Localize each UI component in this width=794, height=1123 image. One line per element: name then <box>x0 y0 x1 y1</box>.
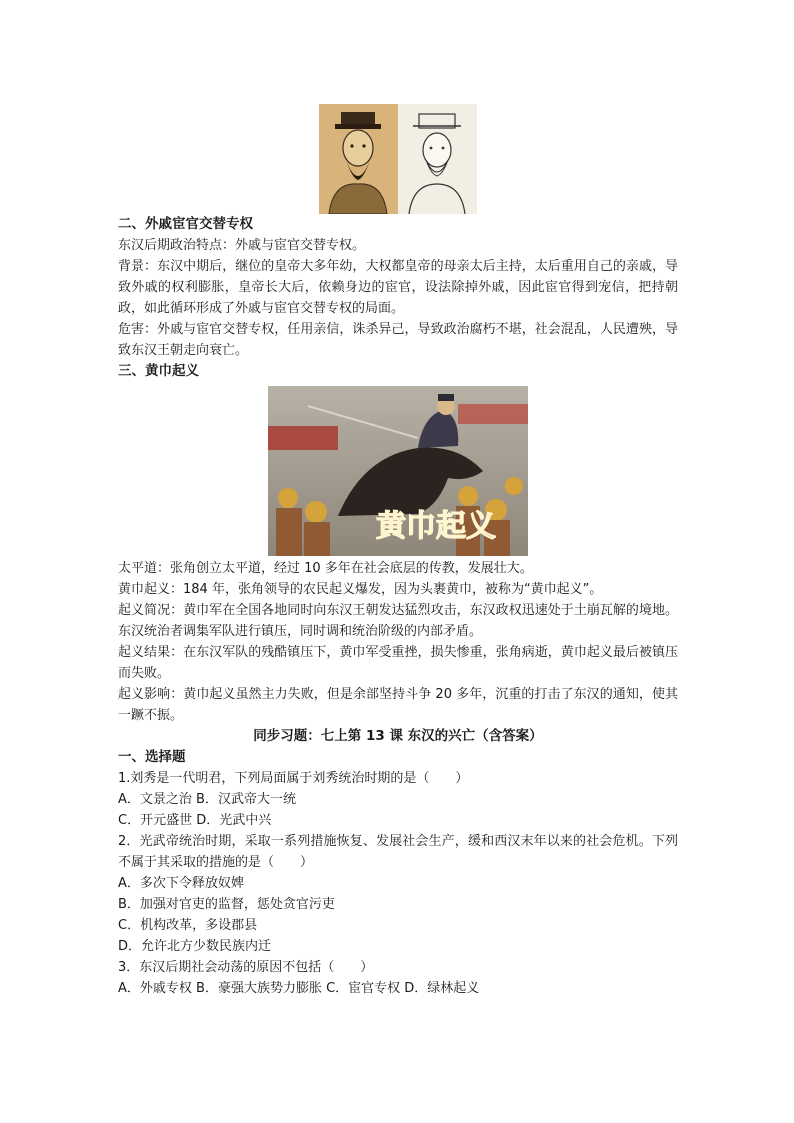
section3-line: 起义影响：黄巾起义虽然主力失败，但是余部坚持斗争 20 多年，沉重的打击了东汉的通知，使其一蹶不振。 <box>118 687 678 723</box>
yellow-turban-rebellion-image <box>268 386 528 556</box>
document-page <box>118 104 678 999</box>
section3-heading: 三、黄巾起义 <box>118 363 199 379</box>
option-line: C．机构改革，多设郡县 <box>118 918 258 933</box>
exercise-title: 同步习题：七上第 13 课 东汉的兴亡（含答案） <box>253 728 543 744</box>
option-line: B．加强对官吏的监督，惩处贪官污吏 <box>118 897 335 912</box>
option-line: A．文景之治 B．汉武帝大一统 <box>118 792 296 807</box>
section2-heading: 二、外戚宦官交替专权 <box>118 216 253 232</box>
section2-line: 背景：东汉中期后，继位的皇帝大多年幼，大权都皇帝的母亲太后主持，太后重用自己的亲戚，导致外戚的权利膨胀，皇帝长大后，依赖身边的宦官，设法除掉外戚，因此宦官得到宠信，把持朝政，如此循环形成了外戚与宦官交替专权的局面。 <box>118 259 678 316</box>
emperor-portraits-image <box>319 104 477 214</box>
option-line: C．开元盛世 D．光武中兴 <box>118 813 272 828</box>
question-line: 3．东汉后期社会动荡的原因不包括（ ） <box>118 960 374 975</box>
question-line: 2．光武帝统治时期，采取一系列措施恢复、发展社会生产，缓和西汉末年以来的社会危机。下列不属于其采取的措施的是（ ） <box>118 834 678 870</box>
section3-line: 起义简况：黄巾军在全国各地同时向东汉王朝发达猛烈攻击，东汉政权迅速处于土崩瓦解的境地。东汉统治者调集军队进行镇压，同时调和统治阶级的内部矛盾。 <box>118 603 678 639</box>
option-line: D．允许北方少数民族内迁 <box>118 939 272 954</box>
section2-line: 危害：外戚与宦官交替专权，任用亲信，诛杀异己，导致政治腐朽不堪，社会混乱，人民遭殃，导致东汉王朝走向衰亡。 <box>118 322 678 358</box>
image-caption: 黄巾起义 <box>376 509 496 544</box>
section3-line: 太平道：张角创立太平道，经过 10 多年在社会底层的传教，发展壮大。 <box>118 561 533 576</box>
option-line: A．多次下令释放奴婢 <box>118 876 244 891</box>
option-line: A．外戚专权 B．豪强大族势力膨胀 C．宦官专权 D．绿林起义 <box>118 981 480 996</box>
exercise-section-heading: 一、选择题 <box>118 749 186 765</box>
question-line: 1.刘秀是一代明君，下列局面属于刘秀统治时期的是（ ） <box>118 771 469 786</box>
section3-line: 起义结果：在东汉军队的残酷镇压下，黄巾军受重挫，损失惨重，张角病逝，黄巾起义最后被镇压而失败。 <box>118 645 678 681</box>
section3-line: 黄巾起义：184 年，张角领导的农民起义爆发，因为头裹黄巾，被称为“黄巾起义”。 <box>118 582 603 597</box>
section2-line: 东汉后期政治特点：外戚与宦官交替专权。 <box>118 238 366 253</box>
